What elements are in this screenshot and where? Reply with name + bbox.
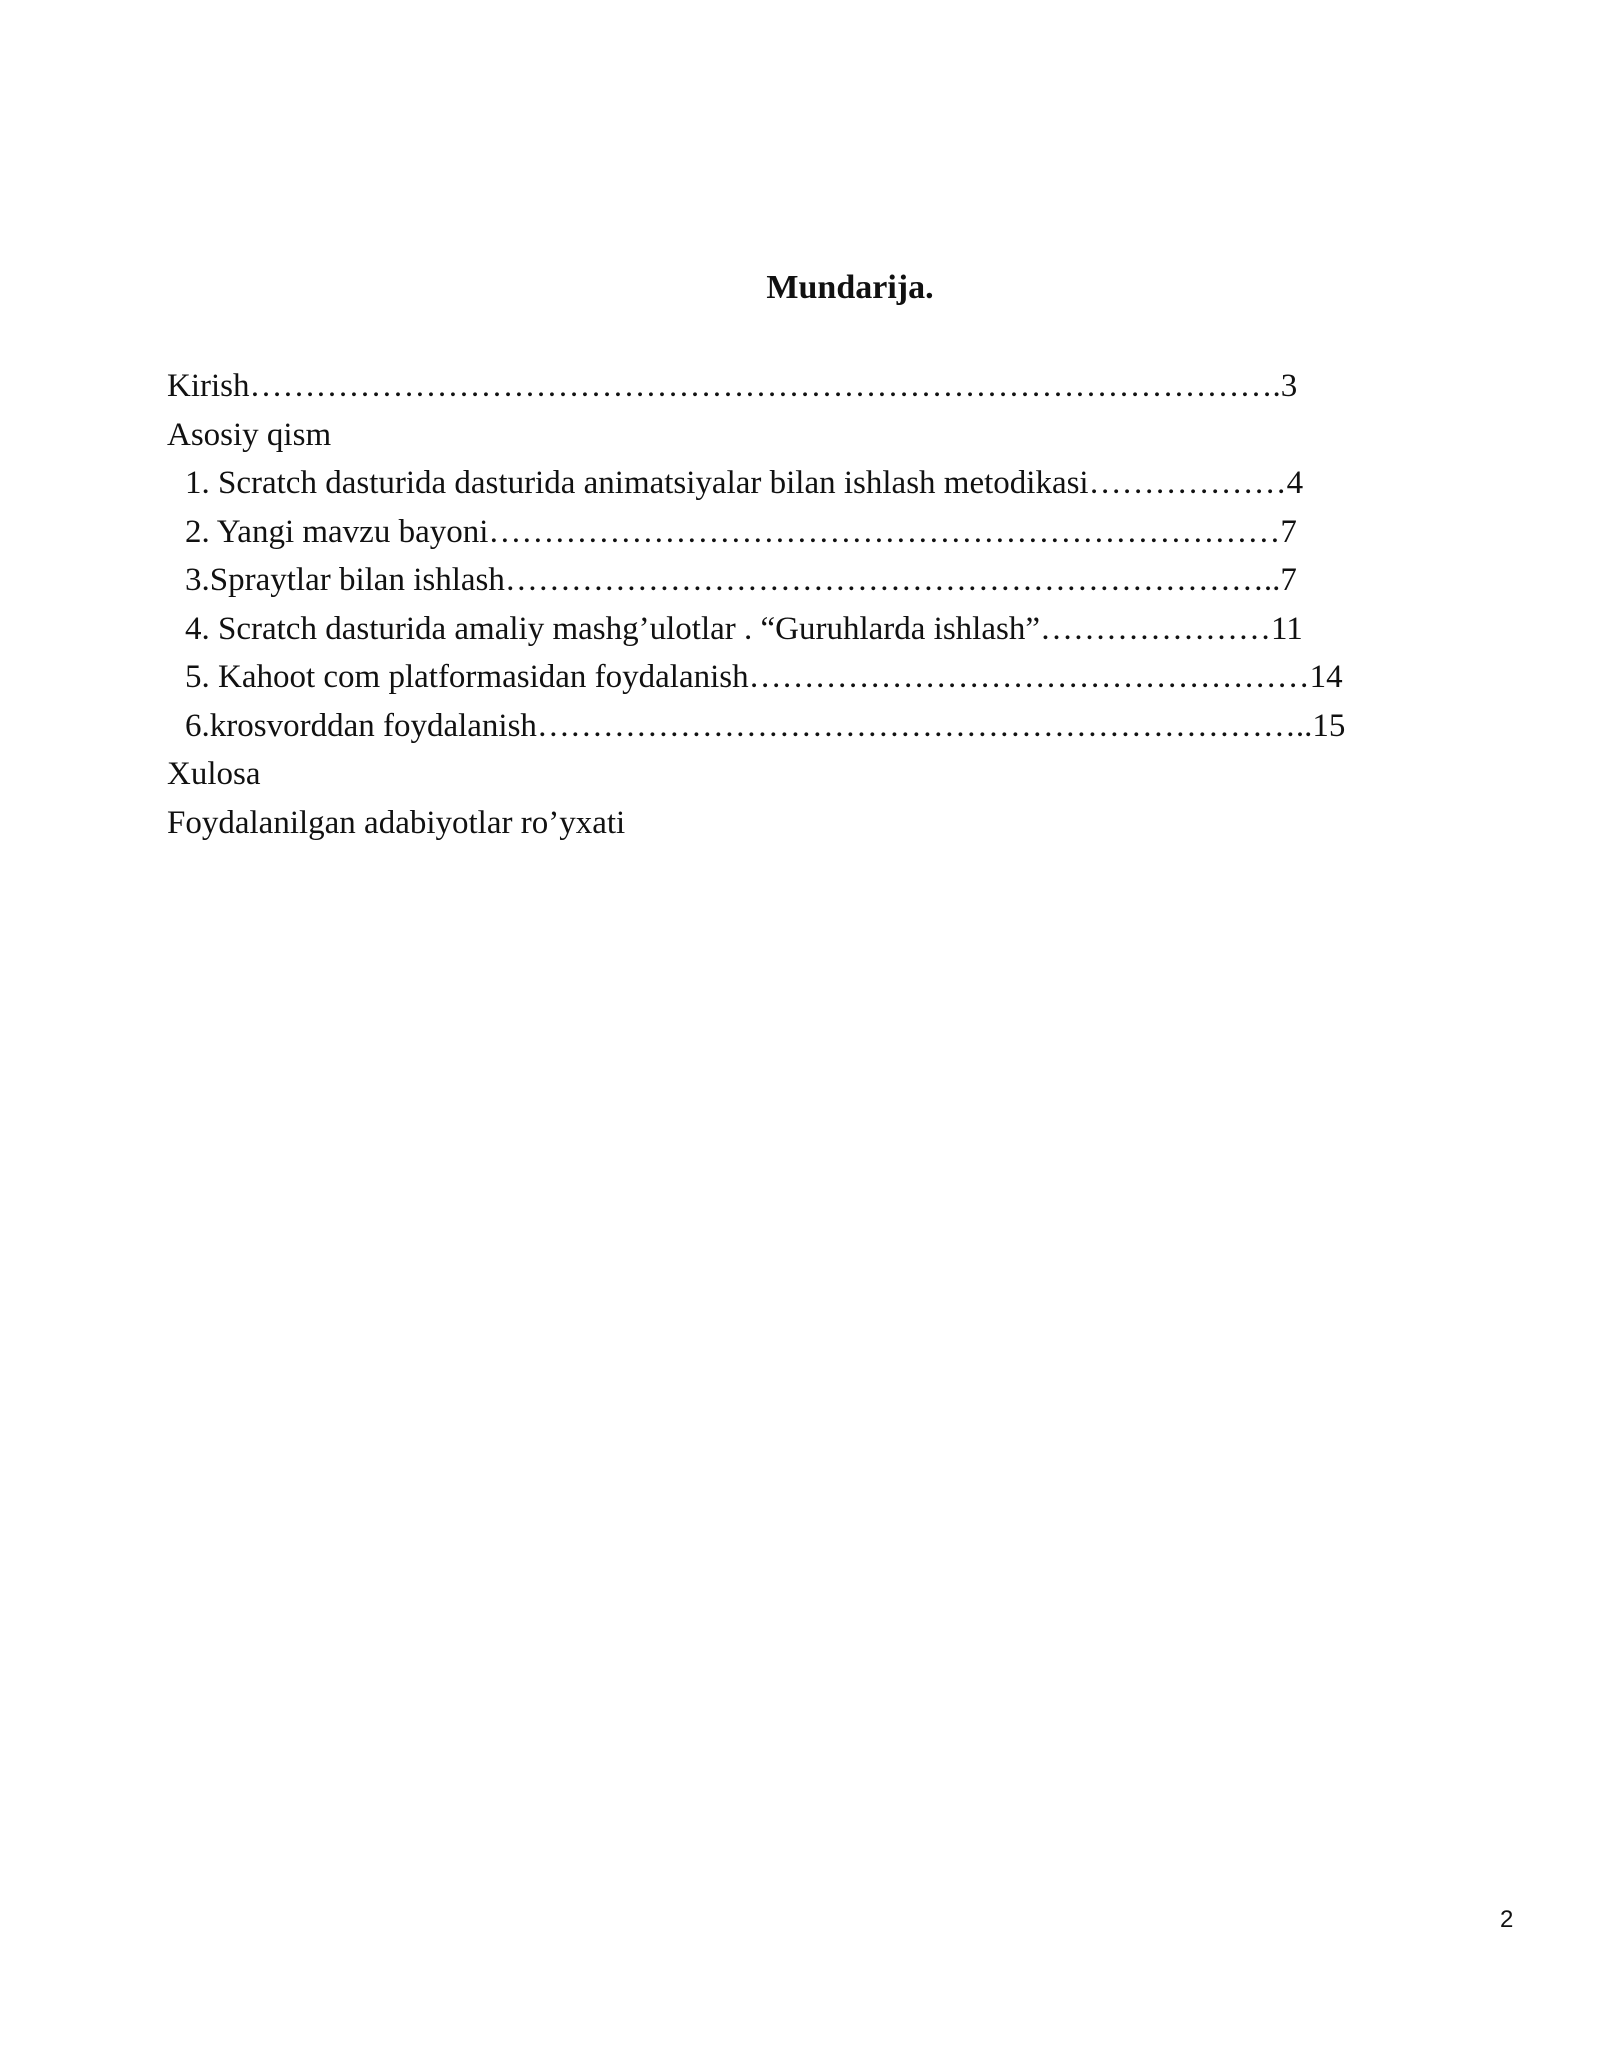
- toc-entry-4: 4. Scratch dasturida amaliy mashg’ulotlar . “Guruhlarda ishlash”…………………11: [185, 610, 1303, 647]
- toc-entry-6: 6.krosvorddan foydalanish……………………………………………………………..15: [185, 707, 1346, 744]
- toc-entry-5: 5. Kahoot com platformasidan foydalanish……………………………………………14: [185, 659, 1343, 695]
- toc-entry-kirish: Kirish………………………………………………………………………………….3: [167, 368, 1298, 404]
- toc-entry-xulosa: Xulosa: [167, 756, 261, 792]
- toc-entry-3: 3.Spraytlar bilan ishlash……………………………………………………………..7: [185, 562, 1297, 598]
- toc-entry-asosiy-qism: Asosiy qism: [167, 416, 332, 453]
- page-title: Mundarija.: [766, 269, 934, 306]
- toc-entry-adabiyotlar: Foydalanilgan adabiyotlar ro’yxati: [167, 804, 626, 841]
- table-of-contents: [167, 362, 1467, 847]
- page-number: 2: [1500, 1906, 1514, 1933]
- toc-entry-2: 2. Yangi mavzu bayoni………………………………………………………………7: [185, 513, 1297, 550]
- toc-entry-1: 1. Scratch dasturida dasturida animatsiyalar bilan ishlash metodikasi………………4: [185, 465, 1304, 501]
